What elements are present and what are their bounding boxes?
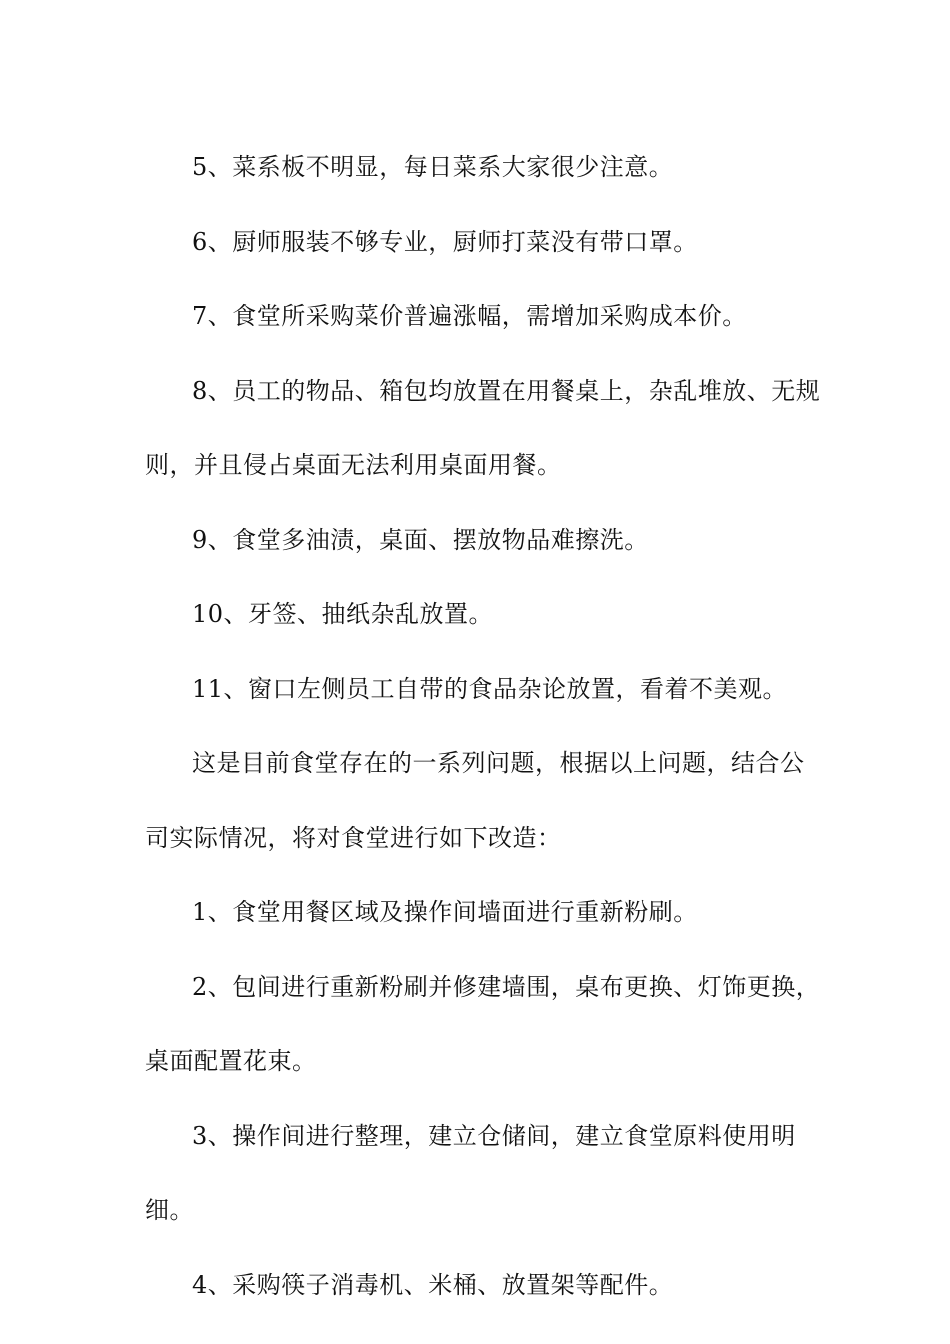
paragraph-line: 4、采购筷子消毒机、米桶、放置架等配件。: [192, 1270, 674, 1299]
paragraph-line: 则，并且侵占桌面无法利用桌面用餐。: [145, 451, 562, 479]
paragraph-line: 这是目前食堂存在的一系列问题，根据以上问题，结合公: [192, 749, 805, 777]
document-body: [145, 130, 825, 1322]
paragraph-line: 8、员工的物品、箱包均放置在用餐桌上，杂乱堆放、无规: [192, 376, 821, 405]
paragraph-line: 3、操作间进行整理，建立仓储间，建立食堂原料使用明细。: [145, 1121, 796, 1224]
paragraph-line: 9、食堂多油渍，桌面、摆放物品难擦洗。: [192, 525, 649, 554]
paragraph-line: 桌面配置花束。: [145, 1047, 317, 1075]
paragraph-line: 7、食堂所采购菜价普遍涨幅，需增加采购成本价。: [192, 302, 747, 330]
paragraph-line: 1、食堂用餐区域及操作间墙面进行重新粉刷。: [192, 898, 698, 926]
paragraph-line: 2、包间进行重新粉刷并修建墙围，桌布更换、灯饰更换，: [192, 972, 821, 1001]
paragraph-line: 司实际情况，将对食堂进行如下改造：: [145, 823, 562, 852]
paragraph-line: 10、牙签、抽纸杂乱放置。: [192, 600, 494, 628]
paragraph-line: 6、厨师服装不够专业，厨师打菜没有带口罩。: [192, 227, 698, 256]
paragraph-line: 5、菜系板不明显，每日菜系大家很少注意。: [192, 153, 674, 181]
paragraph-line: 11、窗口左侧员工自带的食品杂论放置，看着不美观。: [192, 674, 788, 703]
